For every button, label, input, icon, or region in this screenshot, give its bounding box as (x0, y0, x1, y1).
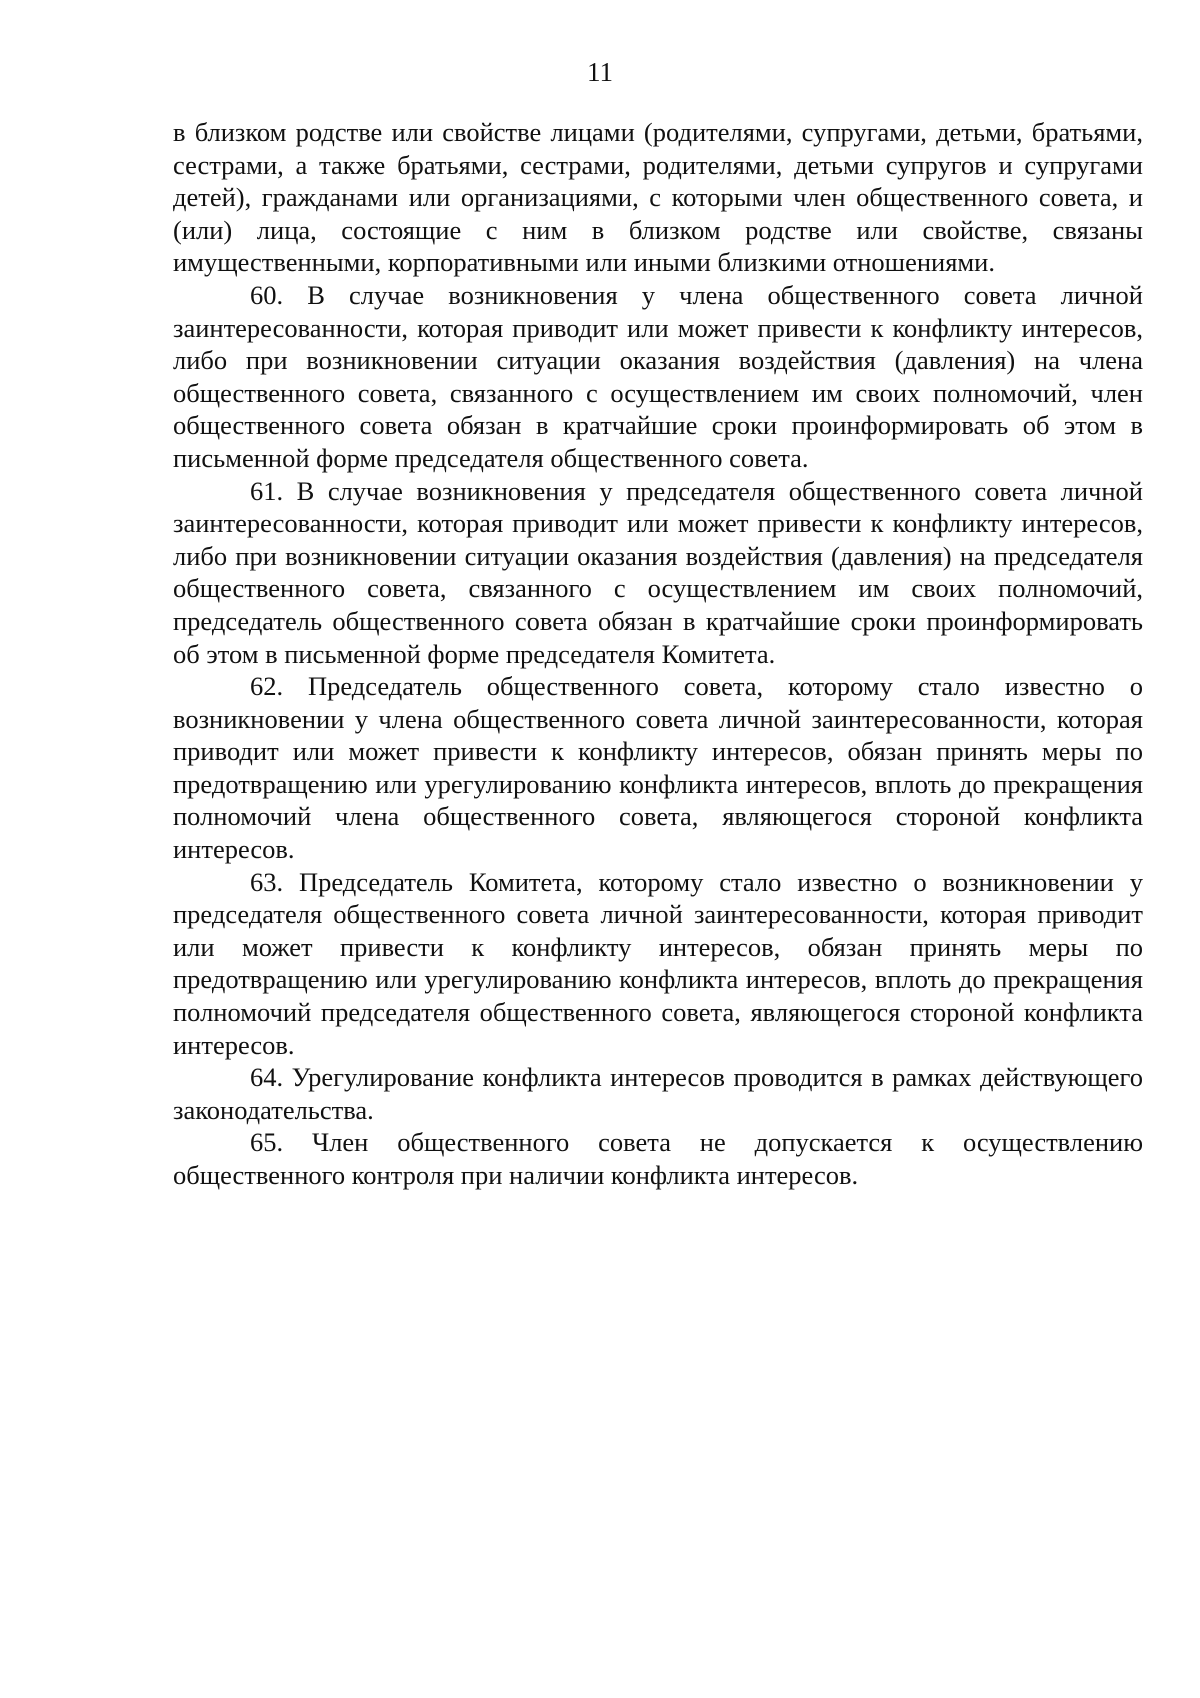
paragraph-64: 64. Урегулирование конфликта интересов проводится в рамках действующего законодательства. (173, 1062, 1143, 1125)
paragraph-65: 65. Член общественного совета не допускается к осуществлению общественного контроля при наличии конфликта интересов. (173, 1127, 1143, 1190)
paragraph-63: 63. Председатель Комитета, которому стало известно о возникновении у председателя общественного совета личной заинтересованности, которая приводит или может привести к конфликту интересов, обязан принять меры по предотвращению или урегулированию конфликта интересов, вплоть до прекращения полномочий председателя общественного совета, являющегося стороной конфликта интересов. (173, 866, 1143, 1060)
paragraph-59-continuation: в близком родстве или свойстве лицами (родителями, супругами, детьми, братьями, сестрами, а также братьями, сестрами, родителями, детьми супругов и супругами детей), гражданами или организациями, с которыми член общественного совета, и (или) лица, состоящие с ним в близком родстве или свойстве, связаны имущественными, корпоративными или иными близкими отношениями. (173, 117, 1143, 278)
document-body (173, 116, 1143, 1192)
paragraph-61: 61. В случае возникновения у председателя общественного совета личной заинтересованности, которая приводит или может привести к конфликту интересов, либо при возникновении ситуации оказания воздействия (давления) на председателя общественного совета, связанного с осуществлением им своих полномочий, председатель общественного совета обязан в кратчайшие сроки проинформировать об этом в письменной форме председателя Комитета. (173, 475, 1143, 669)
page-number: 11 (587, 57, 613, 87)
paragraph-62: 62. Председатель общественного совета, которому стало известно о возникновении у члена общественного совета личной заинтересованности, которая приводит или может привести к конфликту интересов, обязан принять меры по предотвращению или урегулированию конфликта интересов, вплоть до прекращения полномочий члена общественного совета, являющегося стороной конфликта интересов. (173, 671, 1143, 865)
paragraph-60: 60. В случае возникновения у члена общественного совета личной заинтересованности, которая приводит или может привести к конфликту интересов, либо при возникновении ситуации оказания воздействия (давления) на члена общественного совета, связанного с осуществлением им своих полномочий, член общественного совета обязан в кратчайшие сроки проинформировать об этом в письменной форме председателя общественного совета. (173, 279, 1143, 473)
